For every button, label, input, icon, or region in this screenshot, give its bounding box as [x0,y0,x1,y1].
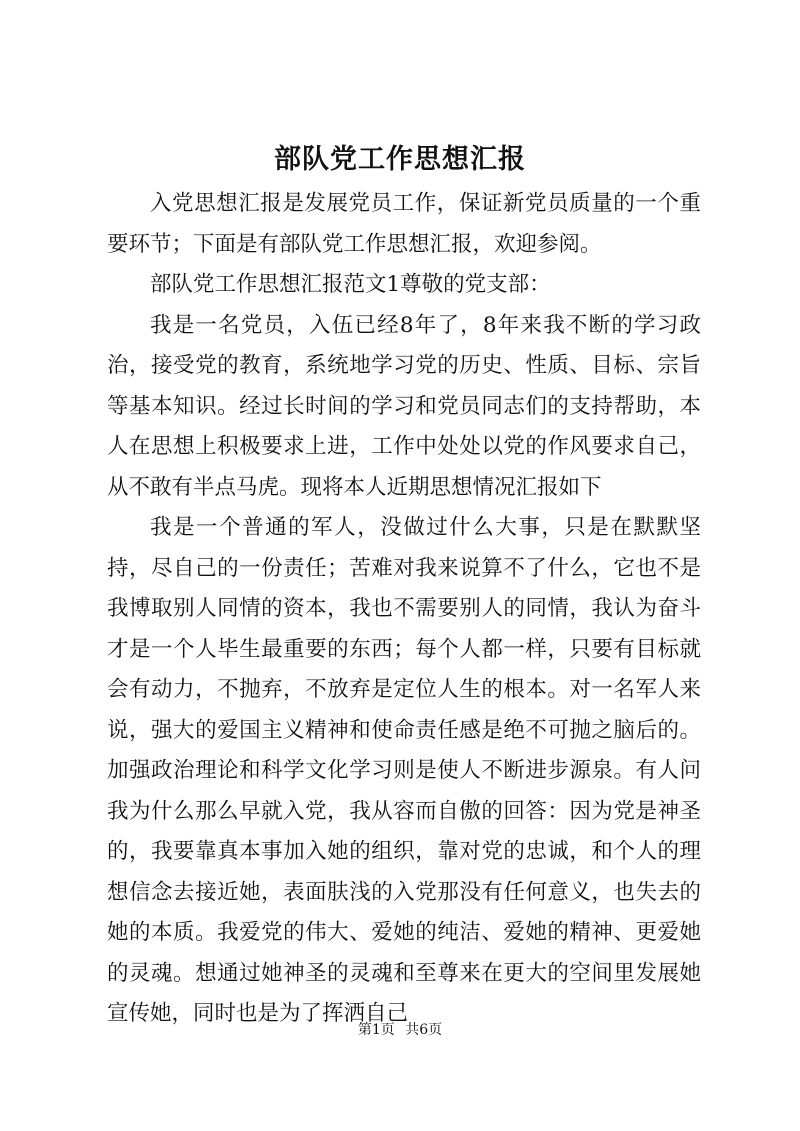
page-number: 第1页 [357,1022,395,1038]
document-title: 部队党工作思想汇报 [274,144,526,175]
paragraph-intro: 入党思想汇报是发展党员工作，保证新党员质量的一个重要环节；下面是有部队党工作思想汇报，欢迎参阅。 [107,191,701,257]
paragraph-main-report: 我是一个普通的军人，没做过什么大事，只是在默默坚持，尽自己的一份责任；苦难对我来说算不了什么，它也不是我博取别人同情的资本，我也不需要别人的同情，我认为奋斗才是一个人毕生最重要的东西；每个人都一样，只要有目标就会有动力，不抛弃，不放弃是定位人生的根本。对一名军人来说，强大的爱国主义精神和使命责任感是绝不可抛之脑后的。加强政治理论和科学文化学习则是使人不断进步源泉。有人问我为什么那么早就入党，我从容而自傲的回答：因为党是神圣的，我要靠真本事加入她的组织，靠对党的忠诚，和个人的理想信念去接近她，表面肤浅的入党那没有任何意义，也失去的她的本质。我爱党的伟大、爱她的纯洁、爱她的精神、更爱她的灵魂。想通过她神圣的灵魂和至尊来在更大的空间里发展她宣传她，同时也是为了挥洒自己 [107,515,701,1026]
page-footer [0,1020,800,1040]
document-body [107,184,701,1035]
paragraph-salutation: 部队党工作思想汇报范文1尊敬的党支部： [150,272,551,297]
page-total: 共6页 [405,1022,443,1038]
paragraph-self-introduction: 我是一名党员，入伍已经8年了，8年来我不断的学习政治，接受党的教育，系统地学习党的历史、性质、目标、宗旨等基本知识。经过长时间的学习和党员同志们的支持帮助，本人在思想上积极要求上进，工作中处处以党的作风要求自己，从不敢有半点马虎。现将本人近期思想情况汇报如下 [107,312,701,500]
